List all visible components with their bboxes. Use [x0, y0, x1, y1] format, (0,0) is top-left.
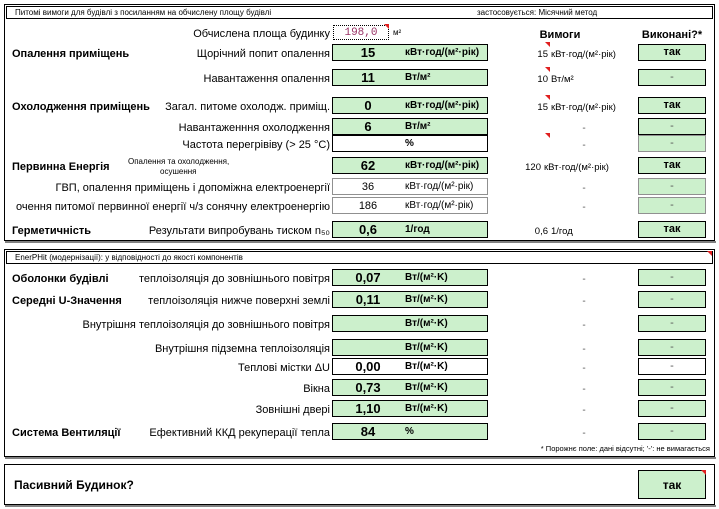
row-label-insulation-exterior: теплоізоляція до зовнішнього повітря — [138, 273, 330, 285]
requirement-thermal-bridges: - — [582, 363, 586, 374]
unit-insulation-ground: Вт/(м²·K) — [405, 294, 448, 305]
row-label-airtightness: Результати випробувань тиском n₅₀ — [148, 225, 330, 237]
fulfilled-cell-cooling-total[interactable]: так — [638, 97, 706, 114]
unit-thermal-bridges: Вт/(м²·K) — [405, 361, 448, 372]
value-internal-insulation-exterior — [333, 316, 403, 332]
column-header-requirements: Вимоги — [539, 29, 581, 41]
requirement-unit-airtightness: 1/год — [551, 226, 573, 237]
row-label-thermal-bridges: Теплові містки ΔU — [237, 362, 330, 374]
unit-cooling-total: кВт·год/(м²·рік) — [405, 100, 480, 111]
requirement-insulation-ground: - — [582, 296, 586, 307]
requirement-exterior-doors: - — [582, 405, 586, 416]
fulfilled-cell-exterior-doors[interactable]: - — [638, 400, 706, 417]
unit-exterior-doors: Вт/(м²·K) — [405, 403, 448, 414]
legend-footnote: * Порожнє поле: дані відсутні; '-': не вимагається — [540, 444, 710, 453]
value-heat-recovery: 84 — [360, 424, 376, 439]
requirement-value-pe-heating-cooling: 120 — [525, 162, 541, 173]
value-cooling-load: 6 — [364, 119, 372, 134]
row-label-internal-underground-insulation: Внутрішня підземна теплоізоляція — [154, 343, 330, 355]
value-cell-exterior-doors[interactable] — [332, 400, 488, 417]
row-label-heating-load: Навантаження опалення — [203, 73, 330, 85]
group-label-u-values: Середні U-Значення — [12, 295, 122, 307]
passive-house-panel-shadow — [5, 505, 716, 507]
unit-cooling-load: Вт/м² — [405, 121, 431, 132]
row-label-overheating: Частота перегрівіву (> 25 °C) — [182, 139, 330, 151]
top-title-strip — [6, 6, 713, 19]
group-label-cooling: Охолодження приміщень — [12, 101, 150, 113]
fulfilled-cell-insulation-exterior[interactable]: - — [638, 269, 706, 286]
fulfilled-cell-heating-demand[interactable]: так — [638, 44, 706, 61]
row-label-pe-dehumid: осушення — [160, 167, 197, 176]
requirement-cooling-load: - — [582, 123, 586, 134]
requirement-cooling-total — [524, 102, 616, 113]
enerphit-title-strip — [6, 251, 713, 264]
value-heating-load: 11 — [361, 70, 375, 85]
value-overheating — [333, 136, 403, 152]
requirement-windows: - — [582, 384, 586, 395]
comment-marker-icon — [545, 42, 550, 47]
value-cell-insulation-exterior[interactable] — [332, 269, 488, 286]
fulfilled-cell-thermal-bridges[interactable]: - — [638, 358, 706, 375]
value-exterior-doors: 1,10 — [355, 401, 381, 416]
comment-marker-icon — [384, 24, 389, 29]
fulfilled-cell-pe-solar[interactable]: - — [638, 197, 706, 214]
comment-marker-icon — [545, 95, 550, 100]
value-cooling-total: 0 — [364, 98, 372, 113]
unit-internal-insulation-exterior: Вт/(м²·K) — [405, 318, 448, 329]
unit-internal-underground-insulation: Вт/(м²·K) — [405, 342, 448, 353]
requirement-unit-heating-demand: кВт·год/(м²·рік) — [551, 49, 616, 60]
group-label-airtightness: Герметичність — [12, 225, 91, 237]
requirement-value-cooling-total: 15 — [537, 102, 548, 113]
method-note: застосовується: Місячний метод — [477, 8, 598, 17]
value-cell-thermal-bridges[interactable] — [332, 358, 488, 375]
row-label-heating-demand: Щорічний попит опалення — [196, 48, 330, 60]
value-cell-insulation-ground[interactable] — [332, 291, 488, 308]
unit-pe-solar: кВт·год/(м²·рік) — [405, 200, 474, 211]
comment-marker-icon — [701, 470, 706, 475]
unit-pe-dhw: кВт·год/(м²·рік) — [405, 181, 474, 192]
fulfilled-cell-overheating[interactable]: - — [638, 135, 706, 152]
value-cell-heating-demand[interactable] — [332, 44, 488, 61]
top-title-text: Питомі вимоги для будівлі з посиланням на обчислену площу будівлі — [15, 8, 272, 17]
requirement-airtightness — [524, 226, 573, 237]
value-insulation-exterior: 0,07 — [355, 270, 381, 285]
value-cell-internal-underground-insulation[interactable] — [332, 339, 488, 356]
comment-marker-icon — [545, 67, 550, 72]
row-label-pe-heating-cooling: Опалення та охолодження, — [128, 157, 230, 166]
fulfilled-cell-windows[interactable]: - — [638, 379, 706, 396]
value-insulation-ground: 0,11 — [355, 292, 381, 307]
calculated-area-label: Обчислена площа будинку — [193, 28, 330, 40]
value-heating-demand: 15 — [360, 45, 376, 60]
value-cell-heat-recovery[interactable] — [332, 423, 488, 440]
calculated-area-unit: м² — [393, 28, 402, 37]
unit-airtightness: 1/год — [405, 224, 430, 235]
value-cell-windows[interactable] — [332, 379, 488, 396]
unit-heating-load: Вт/м² — [405, 72, 431, 83]
row-label-heat-recovery: Ефективний ККД рекуперації тепла — [149, 427, 330, 439]
value-pe-dhw: 36 — [361, 181, 375, 193]
row-label-internal-insulation-exterior: Внутрішня теплоізоляція до зовнішнього повітря — [82, 319, 330, 331]
value-cell-internal-insulation-exterior[interactable] — [332, 315, 488, 332]
fulfilled-cell-airtightness[interactable]: так — [638, 221, 706, 238]
value-internal-underground-insulation — [333, 340, 403, 356]
requirement-unit-pe-heating-cooling: кВт·год/(м²·рік) — [544, 162, 609, 173]
requirement-heating-demand — [524, 49, 616, 60]
requirement-pe-solar: - — [582, 202, 586, 213]
requirement-unit-heating-load: Вт/м² — [551, 74, 574, 85]
requirement-overheating: - — [582, 140, 586, 151]
column-header-fulfilled: Виконані?* — [641, 29, 703, 41]
row-label-cooling-total: Загал. питоме охолодж. приміщ. — [165, 101, 330, 113]
value-pe-heating-cooling: 62 — [360, 158, 376, 173]
row-label-pe-dhw: ГВП, опалення приміщень і допоміжна електроенергії — [55, 182, 330, 194]
unit-windows: Вт/(м²·K) — [405, 382, 448, 393]
enerphit-panel-shadow — [5, 457, 716, 459]
value-windows: 0,73 — [355, 380, 381, 395]
value-airtightness: 0,6 — [358, 222, 378, 237]
enerphit-title-text: EnerPHit (модернізації): у відповідності до якості компонентів — [15, 253, 243, 262]
unit-heat-recovery: % — [405, 426, 414, 437]
requirement-insulation-exterior: - — [582, 274, 586, 285]
value-cell-pe-heating-cooling[interactable] — [332, 157, 488, 174]
requirement-heat-recovery: - — [582, 428, 586, 439]
fulfilled-cell-pe-heating-cooling[interactable]: так — [638, 157, 706, 174]
passive-house-question: Пасивний Будинок? — [14, 478, 134, 492]
comment-marker-icon — [545, 133, 550, 138]
requirement-unit-cooling-total: кВт·год/(м²·рік) — [551, 102, 616, 113]
fulfilled-cell-cooling-load[interactable]: - — [638, 118, 706, 135]
value-cell-cooling-total[interactable] — [332, 97, 488, 114]
unit-insulation-exterior: Вт/(м²·K) — [405, 272, 448, 283]
calculated-area-value: 198,0 — [344, 27, 378, 39]
row-label-exterior-doors: Зовнішні двері — [255, 404, 330, 416]
unit-pe-heating-cooling: кВт·год/(м²·рік) — [405, 160, 480, 171]
value-cell-overheating[interactable] — [332, 135, 488, 152]
requirement-internal-underground-insulation: - — [582, 344, 586, 355]
row-label-cooling-load: Навантаженння охолодження — [178, 122, 330, 134]
top-panel-shadow — [5, 241, 716, 243]
requirement-value-airtightness: 0,6 — [534, 226, 548, 237]
value-cell-pe-solar[interactable] — [332, 197, 488, 214]
unit-heating-demand: кВт·год/(м²·рік) — [405, 47, 480, 58]
value-cell-cooling-load[interactable] — [332, 118, 488, 135]
fulfilled-cell-heat-recovery[interactable]: - — [638, 423, 706, 440]
requirement-internal-insulation-exterior: - — [582, 320, 586, 331]
fulfilled-cell-pe-dhw[interactable]: - — [638, 178, 706, 195]
requirement-pe-heating-cooling — [517, 162, 609, 173]
value-cell-pe-dhw[interactable] — [332, 178, 488, 195]
requirement-value-heating-load: 10 — [537, 74, 548, 85]
value-cell-heating-load[interactable] — [332, 69, 488, 86]
group-label-heating: Опалення приміщень — [12, 48, 130, 60]
requirement-value-heating-demand: 15 — [537, 49, 548, 60]
requirement-pe-dhw: - — [582, 183, 586, 194]
passive-house-answer-cell[interactable]: так — [638, 470, 706, 499]
requirement-heating-load — [524, 74, 574, 85]
comment-marker-icon — [707, 251, 712, 256]
unit-overheating: % — [405, 138, 414, 149]
value-thermal-bridges: 0,00 — [355, 359, 381, 374]
fulfilled-cell-internal-underground-insulation[interactable]: - — [638, 339, 706, 356]
group-label-primary-energy: Первинна Енергія — [12, 161, 110, 173]
value-cell-airtightness[interactable] — [332, 221, 488, 238]
row-label-pe-solar: очення питомої первинної енергії ч/з сонячну електроенергію — [15, 201, 330, 213]
row-label-windows: Вікна — [303, 383, 330, 395]
group-label-envelope: Оболонки будівлі — [12, 273, 109, 285]
group-label-ventilation: Система Вентиляції — [12, 427, 121, 439]
fulfilled-cell-insulation-ground[interactable]: - — [638, 291, 706, 308]
value-pe-solar: 186 — [358, 200, 378, 212]
fulfilled-cell-internal-insulation-exterior[interactable]: - — [638, 315, 706, 332]
calculated-area-cell[interactable] — [333, 25, 389, 40]
row-label-insulation-ground: теплоізоляція нижче поверхні землі — [148, 295, 330, 307]
fulfilled-cell-heating-load[interactable]: - — [638, 69, 706, 86]
